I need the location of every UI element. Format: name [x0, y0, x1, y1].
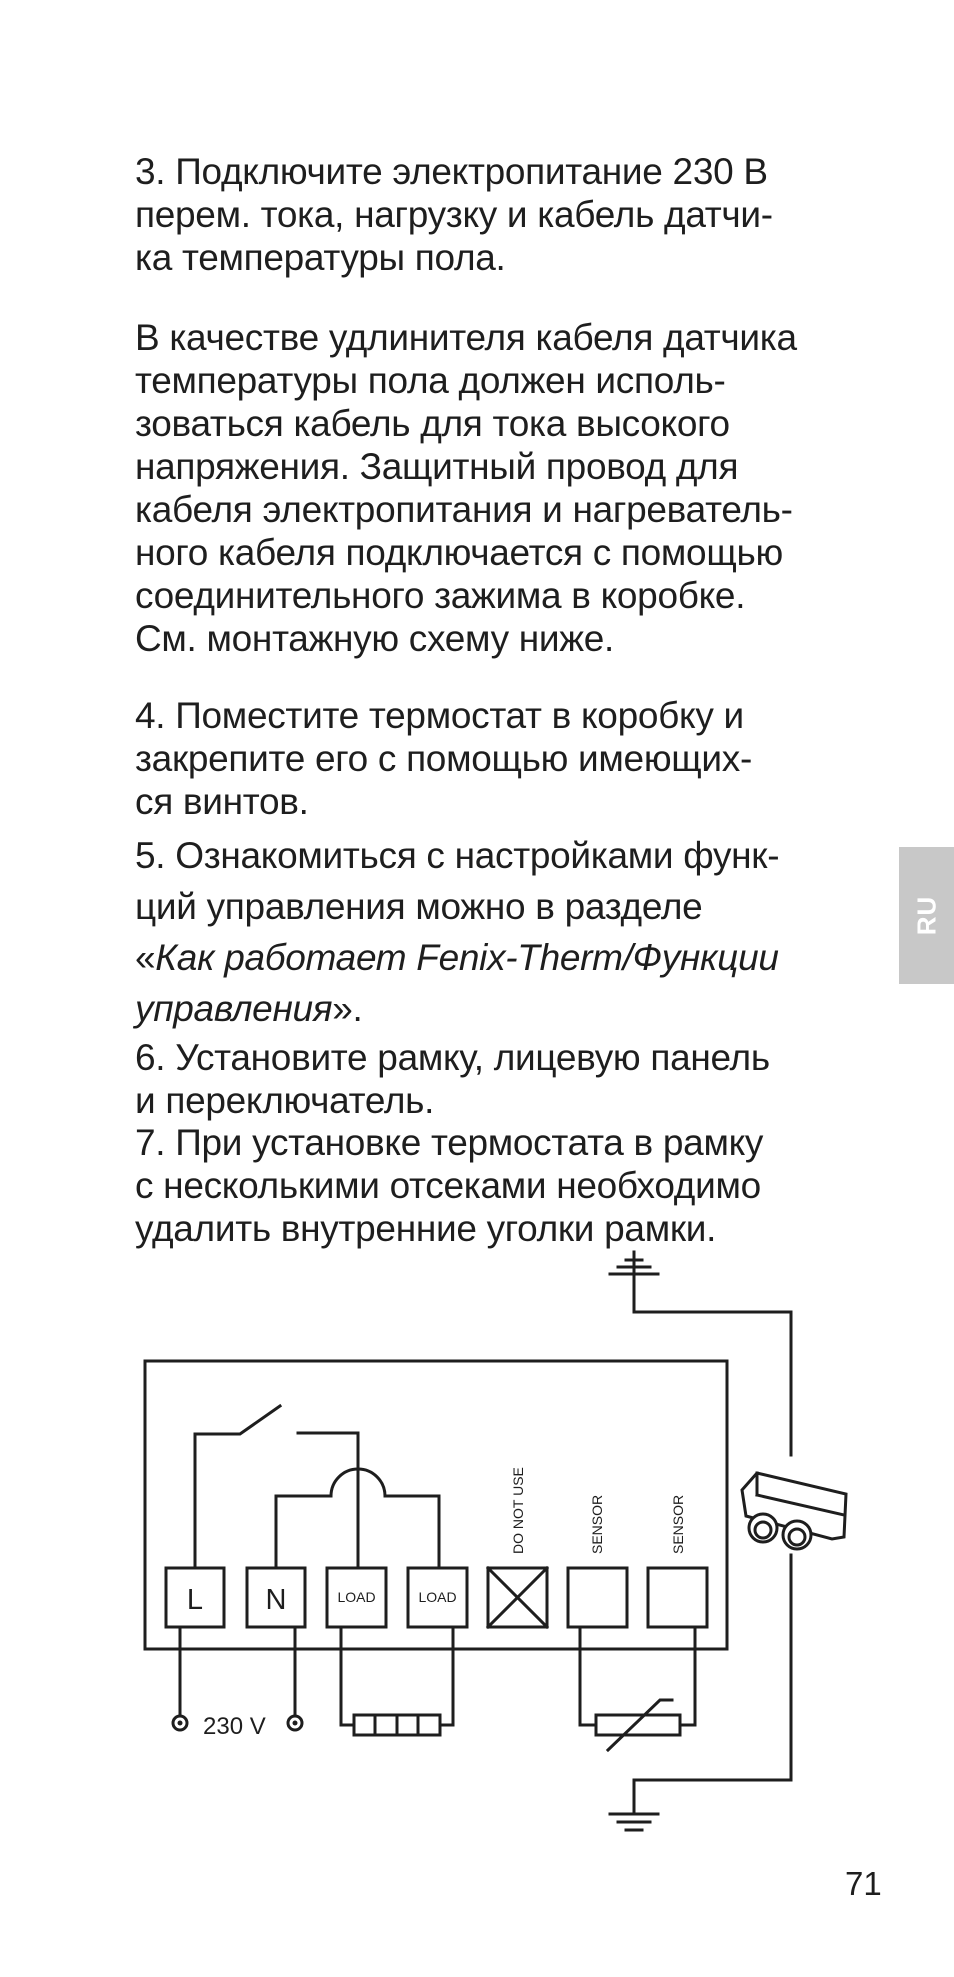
terminal-label-n: N [265, 1584, 287, 1616]
step-3-paragraph: 3. Подключите электропитание 230 В перем. тока, нагрузку и кабель датчи- ка температуры пола. [135, 151, 773, 278]
language-tab-label: RU [911, 895, 941, 936]
do-not-use-label: DO NOT USE [510, 1467, 526, 1554]
step-4-paragraph: 4. Поместите термостат в коробку и закрепите его с помощью имеющих- ся винтов. [135, 695, 753, 822]
sensor-wire-left [580, 1627, 596, 1725]
neutral-wire-right [385, 1496, 439, 1568]
terminal-label-load-2: LOAD [418, 1589, 457, 1605]
thermostat-housing [145, 1361, 727, 1649]
load-wire-right [440, 1627, 453, 1725]
supply-dot-n [293, 1721, 298, 1726]
relay-wire-load [298, 1433, 358, 1568]
ground-wire-top [634, 1274, 791, 1455]
floor-sensor-symbol [596, 1715, 680, 1735]
neutral-wire-left [276, 1496, 331, 1568]
sensor-label-2: SENSOR [670, 1494, 686, 1554]
step-5-text-end: ». [332, 988, 363, 1029]
terminal-label-l: L [186, 1584, 204, 1616]
step-5-text-start: 5. Ознакомиться с настройками функ- ций управления можно в разделе « [135, 835, 780, 978]
sensor-wire-right [680, 1627, 695, 1725]
relay-wire-l [195, 1406, 280, 1568]
supply-voltage-label: 230 V [203, 1713, 266, 1740]
ground-wire-bottom [634, 1555, 791, 1814]
load-wire-left [341, 1627, 354, 1725]
supply-dot-l [178, 1721, 183, 1726]
page-number: 71 [845, 1865, 882, 1902]
sensor-cable-note-paragraph: В качестве удлинителя кабеля датчика температуры пола должен исполь- зоваться кабель для тока высокого напряжения. Защитный провод для кабеля электропитания и нагреватель- ного кабеля подключается с помощью соединительного зажима в коробке. См. монтажную схему ниже. [135, 317, 797, 659]
step-6-paragraph: 6. Установите рамку, лицевую панель и переключатель. [135, 1037, 770, 1121]
terminal-sensor-2 [648, 1568, 707, 1627]
sensor-label-1: SENSOR [589, 1494, 605, 1554]
terminal-sensor-1 [568, 1568, 627, 1627]
step-5-section-reference: Как работает Fenix-Therm/Функции управления [135, 937, 779, 1029]
terminal-label-load-1: LOAD [337, 1589, 376, 1605]
floor-sensor-slash [608, 1700, 672, 1750]
step-7-paragraph: 7. При установке термостата в рамку с несколькими отсеками необходимо удалить внутренние уголки рамки. [135, 1122, 764, 1249]
